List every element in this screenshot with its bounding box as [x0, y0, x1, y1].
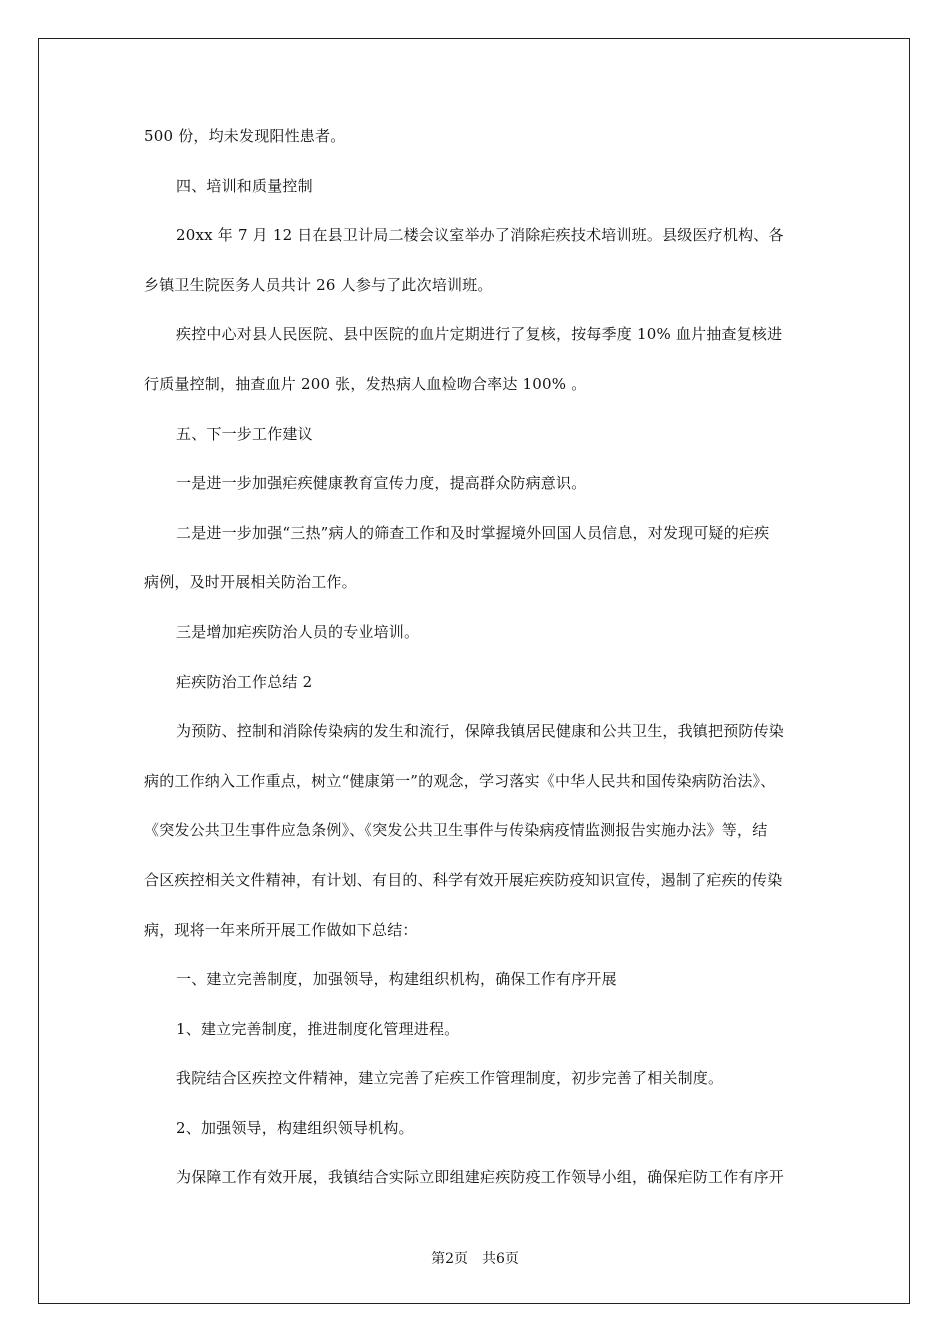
section-heading: 五、下一步工作建议	[176, 424, 313, 443]
paragraph-line: 三是增加疟疾防治人员的专业培训。	[176, 622, 420, 641]
paragraph-line: 我院结合区疾控文件精神，建立完善了疟疾工作管理制度，初步完善了相关制度。	[176, 1069, 724, 1088]
paragraph-line: 行质量控制，抽查血片 200 张，发热病人血检吻合率达 100% 。	[144, 374, 587, 393]
subsection-heading: 2、加强领导，构建组织领导机构。	[176, 1118, 414, 1137]
paragraph-line: 乡镇卫生院医务人员共计 26 人参与了此次培训班。	[144, 275, 493, 294]
paragraph-line: 病的工作纳入工作重点，树立“健康第一”的观念，学习落实《中华人民共和国传染病防治法》、	[144, 771, 776, 790]
paragraph-line: 病例，及时开展相关防治工作。	[144, 573, 357, 592]
document-body	[144, 112, 808, 1203]
document-subtitle: 疟疾防治工作总结 2	[176, 672, 313, 691]
paragraph-line: 《突发公共卫生事件应急条例》、《突发公共卫生事件与传染病疫情监测报告实施办法》等，结	[144, 821, 768, 840]
paragraph-line: 病，现将一年来所开展工作做如下总结：	[144, 920, 418, 939]
subsection-heading: 1、建立完善制度，推进制度化管理进程。	[176, 1019, 460, 1038]
paragraph-line: 二是进一步加强“三热”病人的筛查工作和及时掌握境外回国人员信息，对发现可疑的疟疾	[176, 523, 770, 542]
paragraph-line: 为预防、控制和消除传染病的发生和流行，保障我镇居民健康和公共卫生，我镇把预防传染	[176, 722, 785, 741]
paragraph-line: 合区疾控相关文件精神，有计划、有目的、科学有效开展疟疾防疫知识宣传，遏制了疟疾的传染	[144, 870, 783, 889]
paragraph-line: 为保障工作有效开展，我镇结合实际立即组建疟疾防疫工作领导小组，确保疟防工作有序开	[176, 1168, 785, 1187]
paragraph-line: 500 份，均未发现阳性患者。	[144, 127, 346, 145]
page-number: 第2页	[431, 1251, 468, 1267]
page-footer	[0, 1248, 950, 1268]
section-heading: 一、建立完善制度，加强领导，构建组织机构，确保工作有序开展	[176, 970, 617, 989]
paragraph-line: 一是进一步加强疟疾健康教育宣传力度，提高群众防病意识。	[176, 474, 587, 493]
page-total: 共6页	[482, 1251, 519, 1267]
section-heading: 四、培训和质量控制	[176, 176, 313, 195]
paragraph-line: 20xx 年 7 月 12 日在县卫计局二楼会议室举办了消除疟疾技术培训班。县级医疗机构、各	[176, 226, 784, 245]
paragraph-line: 疾控中心对县人民医院、县中医院的血片定期进行了复核，按每季度 10% 血片抽查复核进	[176, 325, 783, 344]
